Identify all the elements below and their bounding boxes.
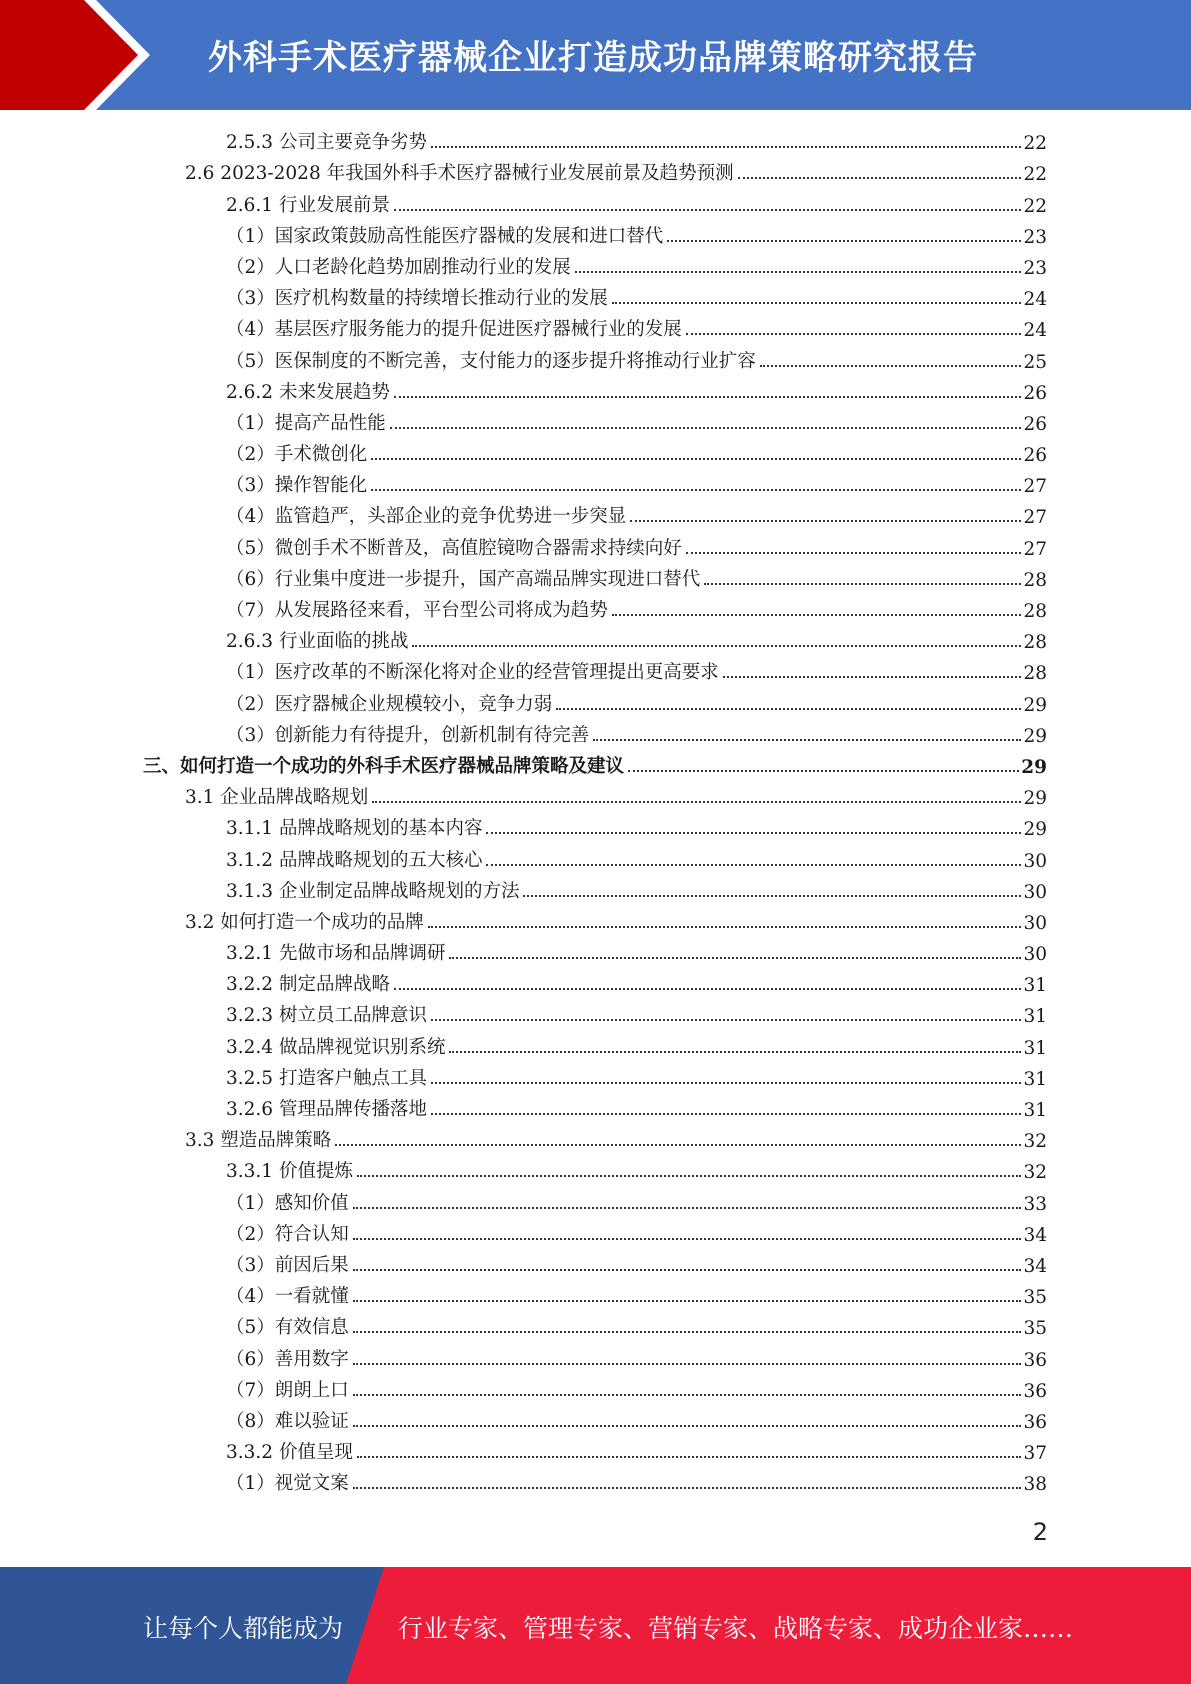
toc-entry-title: （7）从发展路径来看，平台型公司将成为趋势 <box>226 600 608 621</box>
toc-entry-title: （8）难以验证 <box>226 1410 349 1432</box>
toc-dot-leader <box>575 271 1022 273</box>
toc-entry[interactable] <box>0 844 1191 875</box>
footer-slogan-right: 行业专家、管理专家、营销专家、战略专家、成功企业家…… <box>398 1614 1074 1643</box>
toc-entry-page: 28 <box>1023 601 1047 622</box>
toc-entry-title: 3.3.2 价值呈现 <box>226 1442 353 1464</box>
toc-entry-page: 25 <box>1023 351 1047 373</box>
toc-entry[interactable] <box>0 532 1191 563</box>
toc-entry[interactable] <box>0 751 1191 782</box>
toc-dot-leader <box>431 146 1021 148</box>
toc-entry-title: （1）国家政策鼓励高性能医疗器械的发展和进口替代 <box>226 225 664 247</box>
toc-entry[interactable] <box>0 283 1191 314</box>
toc-entry-page: 23 <box>1023 226 1047 248</box>
toc-entry[interactable] <box>0 470 1191 501</box>
toc-entry[interactable] <box>0 564 1191 595</box>
toc-entry[interactable] <box>0 1281 1191 1312</box>
toc-dot-leader <box>394 209 1021 211</box>
toc-entry-title: 2.6.3 行业面临的挑战 <box>226 631 409 653</box>
toc-entry[interactable] <box>0 1063 1191 1094</box>
toc-entry-title: 2.5.3 公司主要竞争劣势 <box>226 132 427 154</box>
toc-entry[interactable] <box>0 1156 1191 1187</box>
toc-entry[interactable] <box>0 408 1191 439</box>
toc-dot-leader <box>353 1487 1022 1489</box>
toc-dot-leader <box>353 1207 1022 1209</box>
toc-entry-title: （5）有效信息 <box>226 1317 349 1339</box>
toc-entry[interactable] <box>0 876 1191 907</box>
toc-entry-page: 31 <box>1023 975 1047 997</box>
toc-entry[interactable] <box>0 969 1191 1000</box>
toc-entry-page: 34 <box>1023 1224 1047 1246</box>
toc-dot-leader <box>431 1113 1021 1115</box>
toc-entry[interactable] <box>0 439 1191 470</box>
toc-entry-page: 22 <box>1023 133 1047 155</box>
toc-dot-leader <box>449 1051 1021 1053</box>
toc-entry-title: （2）人口老龄化趋势加剧推动行业的发展 <box>226 256 571 278</box>
toc-entry[interactable] <box>0 1312 1191 1343</box>
toc-entry[interactable] <box>0 377 1191 408</box>
toc-entry-title: 3.2.3 树立员工品牌意识 <box>226 1005 427 1027</box>
toc-entry-title: （3）创新能力有待提升，创新机制有待完善 <box>226 724 590 746</box>
toc-entry-title: 3.3 塑造品牌策略 <box>185 1130 332 1152</box>
table-of-contents <box>0 127 1191 1499</box>
toc-dot-leader <box>353 1425 1022 1427</box>
toc-entry-page: 29 <box>1023 725 1047 747</box>
toc-entry[interactable] <box>0 1468 1191 1499</box>
toc-entry-title: 3.1.2 品牌战略规划的五大核心 <box>226 849 483 871</box>
toc-dot-leader <box>556 708 1021 710</box>
toc-entry-title: 3.2.1 先做市场和品牌调研 <box>226 943 446 965</box>
toc-dot-leader <box>353 1394 1022 1396</box>
toc-entry-page: 36 <box>1023 1411 1047 1433</box>
toc-dot-leader <box>486 832 1021 834</box>
footer-slogan-left: 让每个人都能成为 <box>143 1614 344 1643</box>
toc-dot-leader <box>449 957 1021 959</box>
toc-entry-page: 35 <box>1023 1318 1047 1340</box>
toc-entry[interactable] <box>0 626 1191 657</box>
toc-entry-page: 24 <box>1023 289 1047 311</box>
toc-dot-leader <box>353 1331 1022 1333</box>
toc-entry[interactable] <box>0 127 1191 158</box>
toc-entry[interactable] <box>0 1031 1191 1062</box>
toc-entry-page: 33 <box>1023 1193 1047 1215</box>
toc-entry-page: 26 <box>1023 382 1047 404</box>
toc-dot-leader <box>353 1269 1022 1271</box>
toc-entry-page: 30 <box>1023 850 1047 872</box>
page-number: 2 <box>1032 1518 1048 1546</box>
toc-entry-title: 3.2.5 打造客户触点工具 <box>226 1067 427 1089</box>
toc-dot-leader <box>412 645 1021 647</box>
toc-dot-leader <box>628 770 1019 772</box>
toc-entry-title: （1）视觉文案 <box>226 1473 349 1495</box>
toc-entry-page: 29 <box>1021 756 1047 778</box>
toc-entry-page: 35 <box>1023 1287 1047 1309</box>
toc-entry-page: 30 <box>1023 881 1047 903</box>
toc-entry-page: 24 <box>1023 320 1047 342</box>
toc-dot-leader <box>353 1238 1022 1240</box>
toc-entry-page: 32 <box>1023 1131 1047 1153</box>
toc-entry-title: （6）善用数字 <box>226 1348 349 1370</box>
toc-entry-title: 3.1 企业品牌战略规划 <box>185 787 369 809</box>
toc-entry[interactable] <box>0 720 1191 751</box>
toc-entry[interactable] <box>0 501 1191 532</box>
toc-dot-leader <box>667 240 1021 242</box>
toc-entry[interactable] <box>0 1125 1191 1156</box>
toc-entry-title: （2）手术微创化 <box>226 444 368 466</box>
page-footer <box>0 1567 1191 1684</box>
toc-entry[interactable] <box>0 782 1191 813</box>
toc-entry-page: 30 <box>1023 912 1047 934</box>
toc-entry-title: 2.6.1 行业发展前景 <box>226 194 390 216</box>
toc-entry[interactable] <box>0 688 1191 719</box>
toc-entry[interactable] <box>0 1000 1191 1031</box>
toc-entry-title: （5）微创手术不断普及，高值腔镜吻合器需求持续向好 <box>226 537 682 559</box>
toc-entry-title: （4）基层医疗服务能力的提升促进医疗器械行业的发展 <box>226 319 682 341</box>
toc-dot-leader <box>704 583 1021 585</box>
toc-dot-leader <box>357 1456 1022 1458</box>
toc-dot-leader <box>394 396 1021 398</box>
toc-dot-leader <box>738 177 1022 179</box>
toc-entry-page: 31 <box>1023 1006 1047 1028</box>
toc-entry-page: 28 <box>1023 663 1047 685</box>
toc-dot-leader <box>335 1144 1021 1146</box>
report-title: 外科手术医疗器械企业打造成功品牌策略研究报告 <box>208 38 978 78</box>
toc-entry-title: 2.6.2 未来发展趋势 <box>226 381 390 403</box>
toc-entry-page: 36 <box>1023 1380 1047 1402</box>
toc-dot-leader <box>353 1300 1022 1302</box>
toc-entry-title: （1）医疗改革的不断深化将对企业的经营管理提出更高要求 <box>226 662 719 684</box>
toc-entry-page: 28 <box>1023 632 1047 654</box>
toc-entry[interactable] <box>0 1187 1191 1218</box>
toc-entry-title: （7）朗朗上口 <box>226 1379 349 1401</box>
toc-entry-page: 34 <box>1023 1255 1047 1277</box>
toc-entry[interactable] <box>0 813 1191 844</box>
toc-dot-leader <box>593 739 1021 741</box>
toc-entry-page: 30 <box>1023 944 1047 966</box>
toc-entry[interactable] <box>0 657 1191 688</box>
toc-entry-title: （6）行业集中度进一步提升，国产高端品牌实现进口替代 <box>226 568 701 590</box>
toc-entry[interactable] <box>0 189 1191 220</box>
toc-entry-page: 37 <box>1023 1443 1047 1465</box>
toc-entry[interactable] <box>0 1406 1191 1437</box>
toc-dot-leader <box>357 1175 1022 1177</box>
toc-dot-leader <box>371 458 1021 460</box>
toc-entry[interactable] <box>0 1343 1191 1374</box>
toc-dot-leader <box>431 1082 1021 1084</box>
toc-entry-page: 22 <box>1023 195 1047 217</box>
toc-entry-page: 23 <box>1023 257 1047 279</box>
toc-dot-leader <box>371 489 1021 491</box>
toc-dot-leader <box>686 552 1022 554</box>
page-header <box>0 0 1191 110</box>
toc-entry-title: 3.1.1 品牌战略规划的基本内容 <box>226 818 483 840</box>
toc-dot-leader <box>760 365 1022 367</box>
toc-dot-leader <box>428 926 1022 928</box>
toc-entry-title: （5）医保制度的不断完善，支付能力的逐步提升将推动行业扩容 <box>226 350 756 372</box>
toc-entry-title: 3.3.1 价值提炼 <box>226 1161 353 1183</box>
toc-entry-page: 22 <box>1023 164 1047 186</box>
toc-entry[interactable] <box>0 158 1191 189</box>
toc-entry-page: 26 <box>1023 445 1047 467</box>
toc-entry-title: （1）感知价值 <box>226 1192 349 1214</box>
toc-entry-page: 26 <box>1023 413 1047 435</box>
toc-dot-leader <box>523 895 1021 897</box>
toc-entry-page: 31 <box>1023 1068 1047 1090</box>
toc-entry-page: 27 <box>1023 538 1047 560</box>
toc-dot-leader <box>612 614 1022 616</box>
toc-entry[interactable] <box>0 1250 1191 1281</box>
toc-dot-leader <box>686 333 1022 335</box>
toc-entry-title: （3）医疗机构数量的持续增长推动行业的发展 <box>226 288 608 310</box>
toc-entry-title: 3.1.3 企业制定品牌战略规划的方法 <box>226 880 520 902</box>
toc-entry-page: 38 <box>1023 1474 1047 1496</box>
toc-entry-page: 27 <box>1023 476 1047 498</box>
toc-entry-page: 29 <box>1023 694 1047 716</box>
toc-entry-page: 31 <box>1023 1100 1047 1121</box>
toc-entry-page: 29 <box>1023 819 1047 841</box>
toc-entry-title: （2）医疗器械企业规模较小，竞争力弱 <box>226 693 553 715</box>
toc-entry[interactable] <box>0 345 1191 376</box>
toc-entry-page: 28 <box>1023 569 1047 591</box>
toc-entry[interactable] <box>0 907 1191 938</box>
toc-entry-page: 31 <box>1023 1037 1047 1059</box>
toc-entry-title: （4）一看就懂 <box>226 1286 349 1308</box>
toc-dot-leader <box>486 864 1021 866</box>
toc-dot-leader <box>723 676 1022 678</box>
toc-entry[interactable] <box>0 1437 1191 1468</box>
toc-dot-leader <box>372 801 1021 803</box>
toc-dot-leader <box>630 520 1021 522</box>
toc-entry-page: 27 <box>1023 507 1047 529</box>
toc-entry-title: （3）操作智能化 <box>226 475 368 497</box>
toc-entry[interactable] <box>0 938 1191 969</box>
toc-dot-leader <box>390 427 1022 429</box>
toc-entry-title: 3.2 如何打造一个成功的品牌 <box>185 911 424 933</box>
toc-entry[interactable] <box>0 252 1191 283</box>
toc-entry-title: （2）符合认知 <box>226 1223 349 1245</box>
toc-dot-leader <box>612 302 1022 304</box>
toc-entry-title: （4）监管趋严，头部企业的竞争优势进一步突显 <box>226 506 627 528</box>
toc-entry-title: 三、如何打造一个成功的外科手术医疗器械品牌策略及建议 <box>143 755 625 777</box>
toc-entry[interactable] <box>0 595 1191 626</box>
toc-entry-page: 32 <box>1023 1162 1047 1184</box>
toc-entry[interactable] <box>0 1219 1191 1250</box>
toc-entry-title: 2.6 2023-2028 年我国外科手术医疗器械行业发展前景及趋势预测 <box>185 163 734 185</box>
toc-entry[interactable] <box>0 1375 1191 1406</box>
toc-entry[interactable] <box>0 221 1191 252</box>
toc-entry-title: 3.2.2 制定品牌战略 <box>226 974 390 996</box>
toc-entry-title: 3.2.6 管理品牌传播落地 <box>226 1099 427 1120</box>
toc-entry-page: 36 <box>1023 1349 1047 1371</box>
toc-entry-title: 3.2.4 做品牌视觉识别系统 <box>226 1036 446 1058</box>
toc-entry-title: （3）前因后果 <box>226 1254 349 1276</box>
toc-entry[interactable] <box>0 1094 1191 1125</box>
toc-dot-leader <box>394 988 1021 990</box>
toc-entry-title: （1）提高产品性能 <box>226 412 386 434</box>
toc-entry-page: 29 <box>1023 788 1047 810</box>
toc-dot-leader <box>353 1363 1022 1365</box>
toc-dot-leader <box>431 1019 1021 1021</box>
toc-entry[interactable] <box>0 314 1191 345</box>
